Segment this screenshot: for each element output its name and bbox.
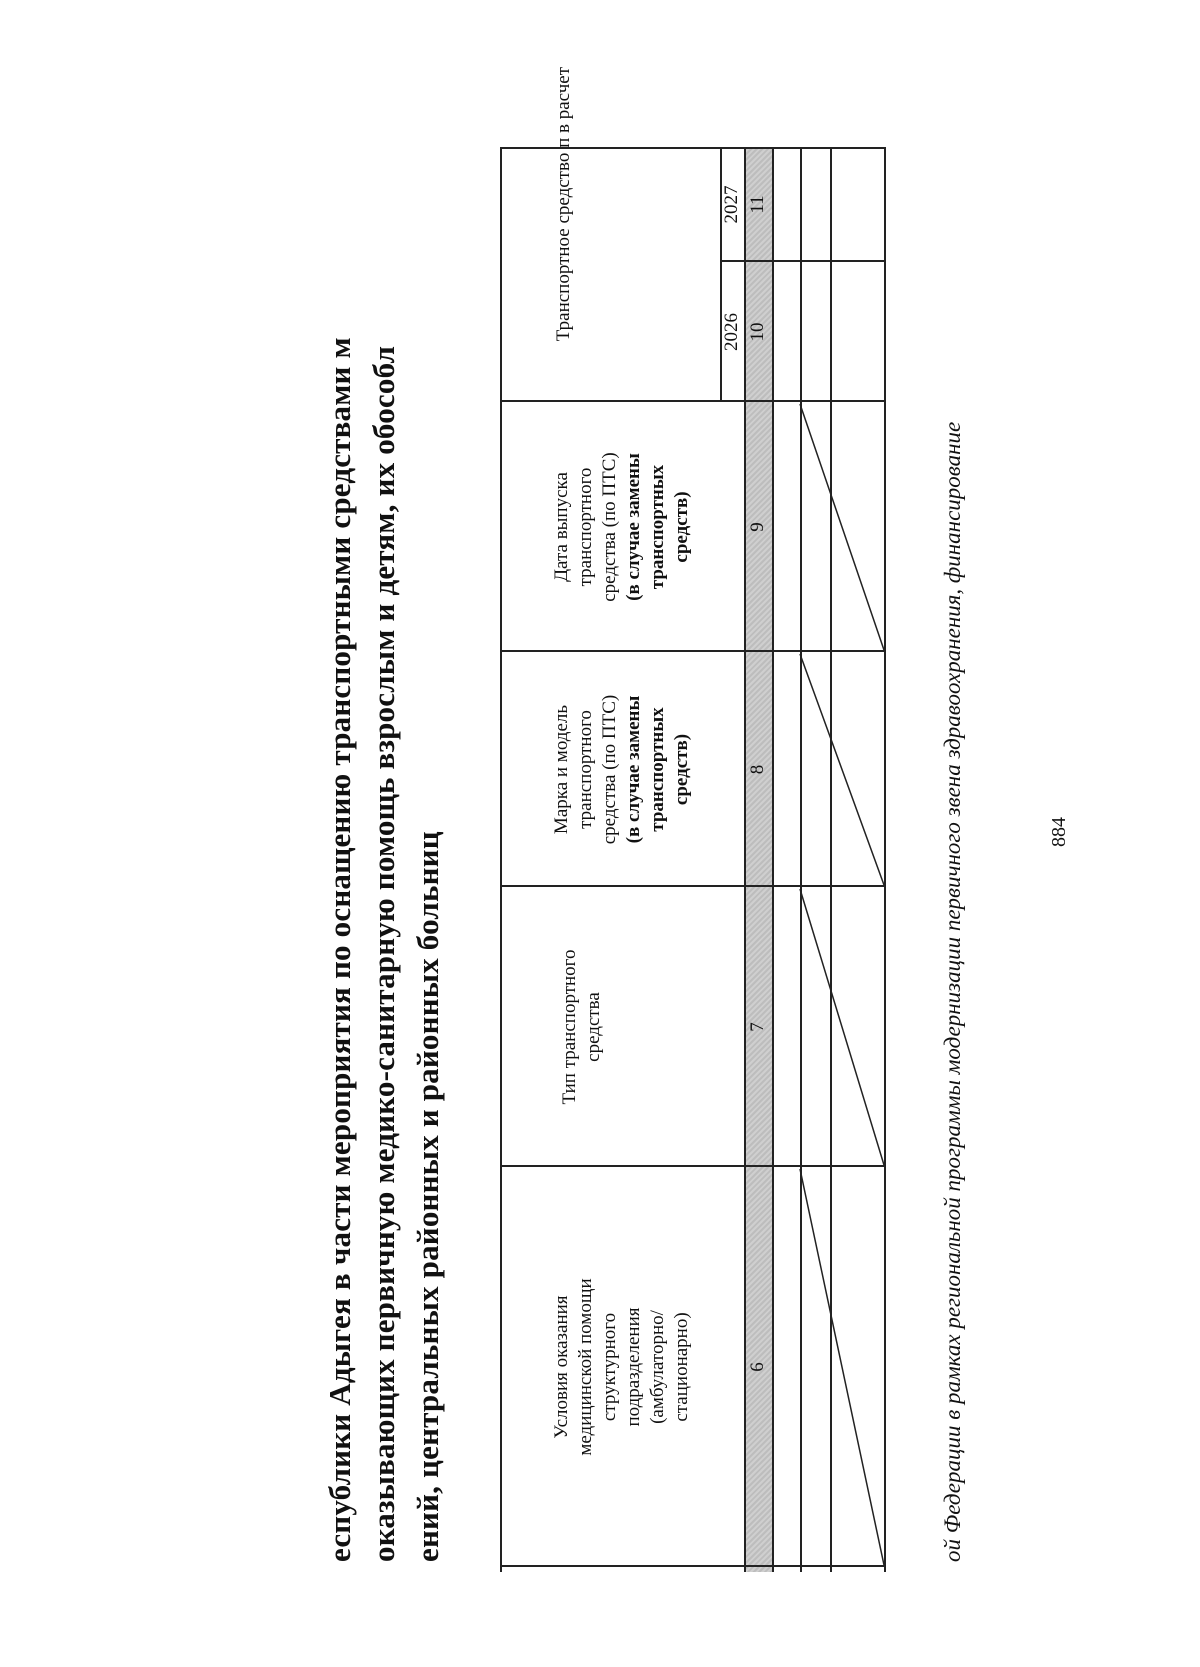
column-number-9: 9	[747, 522, 768, 532]
header-release-date-bold: (в случае замены транспортных средств)	[623, 453, 692, 601]
footer-note: ой Федерации в рамках региональной программы модернизации первичного звена здравоохранения, финансирование	[940, 421, 965, 1562]
column-number-6: 6	[747, 1362, 768, 1372]
header-vehicle-model-bold: (в случае замены транспортных средств)	[623, 695, 692, 844]
strike-col-6	[800, 1169, 884, 1565]
column-number-11: 11	[747, 195, 768, 214]
page-number: 884	[1048, 817, 1070, 847]
header-year-2027: 2027	[721, 185, 742, 224]
strike-col-9	[800, 404, 884, 650]
column-number-10: 10	[747, 322, 768, 342]
strike-col-7	[800, 889, 884, 1165]
column-number-7: 7	[747, 1022, 768, 1032]
column-number-8: 8	[747, 764, 768, 775]
strike-col-8	[800, 654, 884, 885]
header-conditions-text: Условия оказания медицинской помощи структурного подразделения (амбулаторно/стационарно)	[551, 1278, 692, 1456]
header-year-2026: 2026	[721, 313, 742, 351]
transport-table	[500, 67, 886, 1572]
empty-cell-strike-marks	[500, 147, 886, 1572]
header-release-date-plain: Дата выпуска транспортного средства (по ПТС)	[551, 452, 620, 602]
document-title-line-3: ений, центральных районных и районных больниц	[410, 831, 445, 1562]
document-title-line-1: еспублики Адыгея в части мероприятия по оснащению транспортными средствами м	[322, 337, 357, 1562]
header-vehicle-type-text: Тип транспортного средства	[559, 949, 604, 1105]
document-title-line-2: оказывающих первичную медико-санитарную помощь взрослым и детям, их обособл	[366, 345, 401, 1562]
header-vehicle-group-text: Транспортное средство п в расчет	[553, 67, 574, 342]
header-vehicle-model-plain: Марка и модель транспортного средства (по ПТС)	[551, 694, 620, 845]
